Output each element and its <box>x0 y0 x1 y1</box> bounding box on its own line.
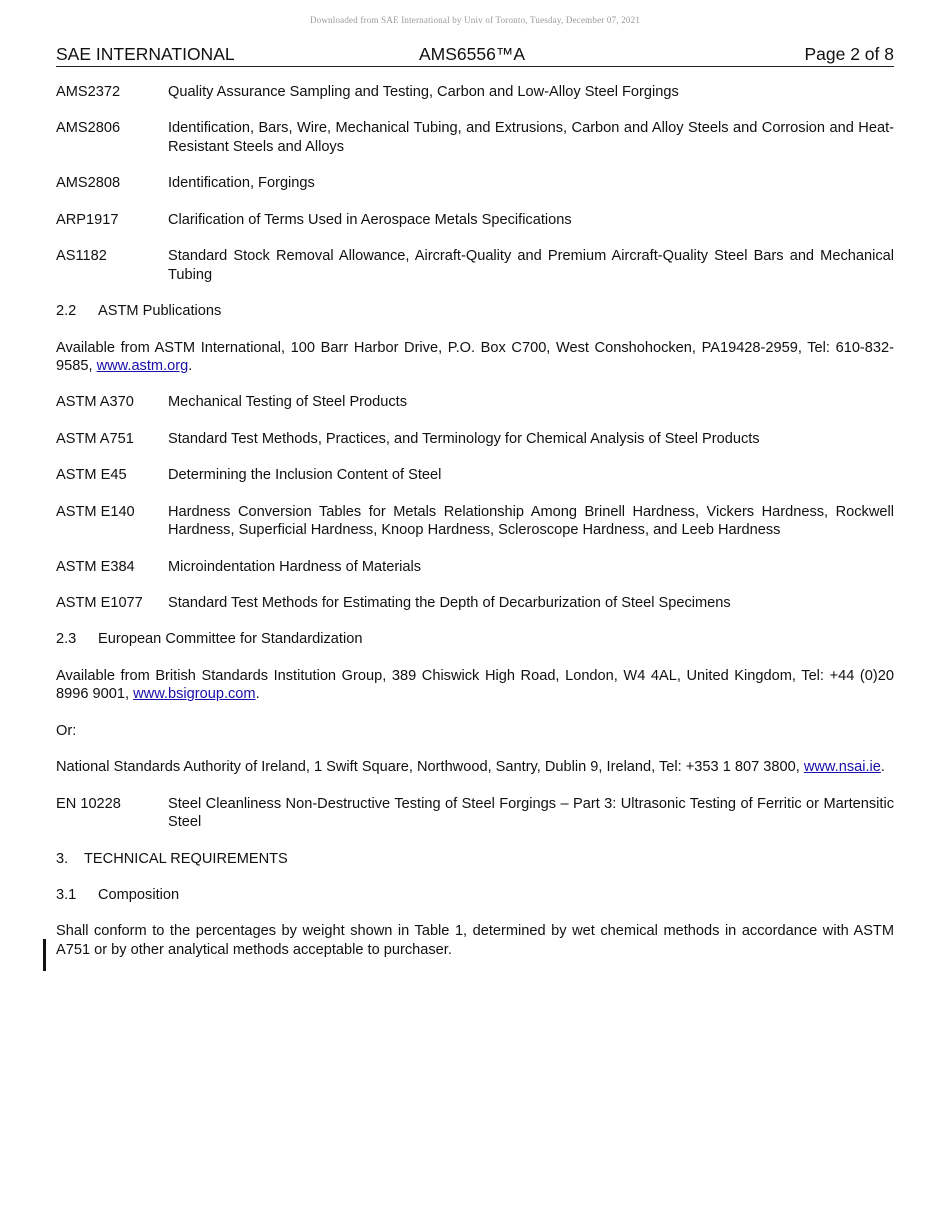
section-heading-3-1 <box>56 886 894 904</box>
reference-item <box>56 466 894 484</box>
availability-text: Available from British Standards Institution Group, 389 Chiswick High Road, London, W4 4AL, United Kingdom, Tel: +44 (0)20 8996 9001, <box>56 667 894 703</box>
header-page-number: Page 2 of 8 <box>804 44 894 64</box>
section-number: 3.1 <box>56 886 77 903</box>
reference-code: AS1182 <box>56 248 107 265</box>
reference-title: Identification, Forgings <box>168 175 315 192</box>
reference-title: Standard Test Methods, Practices, and Terminology for Chemical Analysis of Steel Products <box>168 430 760 447</box>
reference-title: Microindentation Hardness of Materials <box>168 558 422 575</box>
section-title: ASTM Publications <box>98 303 222 320</box>
reference-item <box>56 558 894 576</box>
or-text: Or: <box>56 722 77 739</box>
section-heading-2-3 <box>56 630 894 648</box>
reference-item <box>56 174 894 192</box>
reference-code: ASTM E140 <box>56 503 135 520</box>
astm-website-link[interactable]: www.astm.org <box>96 357 189 374</box>
punctuation: . <box>255 686 260 703</box>
bsi-website-link[interactable]: www.bsigroup.com <box>133 686 256 703</box>
reference-code: ASTM E45 <box>56 467 127 484</box>
reference-code: ASTM E384 <box>56 558 135 575</box>
punctuation: . <box>188 357 193 374</box>
reference-title: Steel Cleanliness Non-Destructive Testing of Steel Forgings – Part 3: Ultrasonic Testing of Ferritic or Martensitic Steel <box>168 795 894 831</box>
reference-code: ARP1917 <box>56 211 119 228</box>
section-number: 2.3 <box>56 631 77 648</box>
reference-code: AMS2808 <box>56 175 121 192</box>
nsai-website-link[interactable]: www.nsai.ie <box>803 759 881 776</box>
header-doc-number: AMS6556™A <box>419 44 526 64</box>
en-reference-list <box>56 795 894 832</box>
bsi-availability-paragraph <box>56 667 894 704</box>
reference-item <box>56 795 894 832</box>
reference-title: Determining the Inclusion Content of Steel <box>168 467 442 484</box>
section-title: European Committee for Standardization <box>98 631 363 648</box>
reference-item <box>56 119 894 156</box>
reference-item <box>56 211 894 229</box>
reference-code: ASTM A751 <box>56 430 134 447</box>
reference-code: ASTM A370 <box>56 394 134 411</box>
reference-title: Clarification of Terms Used in Aerospace Metals Specifications <box>168 211 572 228</box>
reference-title: Standard Stock Removal Allowance, Aircraft-Quality and Premium Aircraft-Quality Steel Bars and Mechanical Tubing <box>168 248 894 283</box>
reference-title: Identification, Bars, Wire, Mechanical Tubing, and Extrusions, Carbon and Alloy Steels and Corrosion and Heat-Resistant Steels and Alloys <box>168 120 894 155</box>
nsai-availability-paragraph <box>56 758 894 776</box>
reference-title: Standard Test Methods for Estimating the Depth of Decarburization of Steel Specimens <box>168 595 731 611</box>
header-org: SAE INTERNATIONAL <box>56 44 235 64</box>
reference-item <box>56 247 894 284</box>
section-title: TECHNICAL REQUIREMENTS <box>84 850 288 867</box>
section-heading-3 <box>56 850 894 868</box>
section-number: 2.2 <box>56 303 77 320</box>
reference-item <box>56 393 894 411</box>
punctuation: . <box>880 759 885 776</box>
astm-reference-list <box>56 393 894 612</box>
availability-text: Available from ASTM International, 100 Barr Harbor Drive, P.O. Box C700, West Conshohocken, PA19428-2959, Tel: 610-832-9585, <box>56 339 894 374</box>
reference-code: AMS2806 <box>56 120 121 137</box>
reference-title: Hardness Conversion Tables for Metals Relationship Among Brinell Hardness, Vickers Hardness, Rockwell Hardness, Superficial Hardness, Knoop Hardness, Scleroscope Hardness, and Leeb Hardness <box>168 503 894 539</box>
section-heading-2-2 <box>56 302 894 320</box>
availability-text: National Standards Authority of Ireland, 1 Swift Square, Northwood, Santry, Dublin 9, Ireland, Tel: +353 1 807 3800, <box>56 759 804 776</box>
reference-item <box>56 503 894 540</box>
document-body <box>56 83 894 977</box>
reference-item <box>56 594 894 612</box>
composition-paragraph: Shall conform to the percentages by weight shown in Table 1, determined by wet chemical methods in accordance with ASTM A751 or by other analytical methods acceptable to purchaser. <box>56 923 894 958</box>
reference-item <box>56 83 894 101</box>
reference-title: Quality Assurance Sampling and Testing, Carbon and Low-Alloy Steel Forgings <box>168 84 679 100</box>
ams-reference-list <box>56 83 894 284</box>
reference-title: Mechanical Testing of Steel Products <box>168 394 408 411</box>
reference-code: EN 10228 <box>56 795 121 812</box>
page-header <box>56 44 894 67</box>
section-number: 3. <box>56 850 69 867</box>
revision-change-bar <box>43 939 46 971</box>
reference-code: ASTM E1077 <box>56 595 143 611</box>
astm-availability-paragraph <box>56 339 894 376</box>
reference-item <box>56 430 894 448</box>
download-notice: Downloaded from SAE International by Univ of Toronto, Tuesday, December 07, 2021 <box>309 15 641 25</box>
reference-code: AMS2372 <box>56 84 121 100</box>
section-title: Composition <box>98 886 180 903</box>
